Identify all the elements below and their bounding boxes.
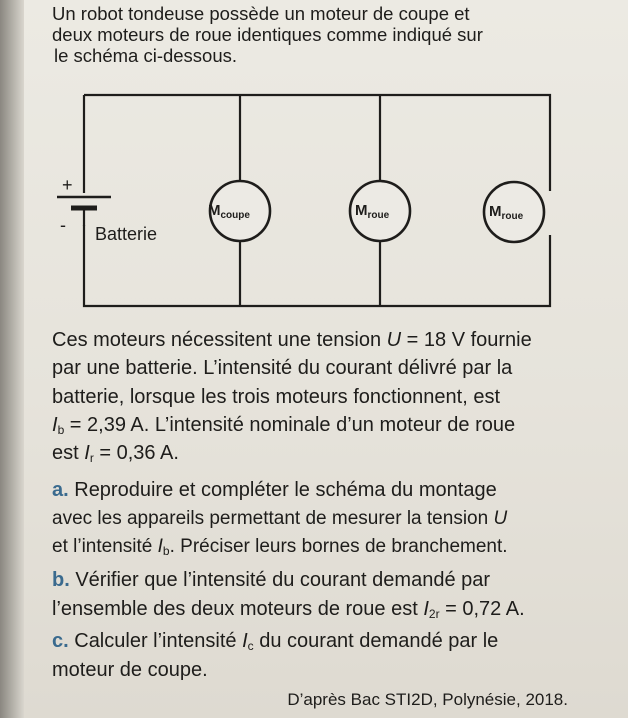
svg-text:Mcoupe: $M_{coupe}$ (208, 202, 250, 221)
question-a-line-1: a. Reproduire et compléter le schéma du montage (52, 479, 497, 501)
motor-coupe (208, 181, 270, 241)
intro-line-1: Un robot tondeuse possède un moteur de coupe et (52, 3, 470, 24)
text-line-1: Ces moteurs nécessitent une tension U = 18 V fournie (52, 329, 532, 351)
circuit-diagram (0, 0, 628, 330)
text-line-2: par une batterie. L’intensité du courant délivré par la (52, 357, 513, 379)
text-line-3: batterie, lorsque les trois moteurs fonctionnent, est (52, 386, 501, 408)
svg-text:Mroue: $M_{roue}$ (355, 202, 390, 221)
question-c-line-1: c. Calculer l’intensité $I_c$ du courant demandé par le (52, 630, 499, 653)
motor-roue-1 (350, 181, 410, 241)
motor-roue-2 (484, 182, 544, 242)
intro-line-3: le schéma ci-dessous. (54, 45, 238, 66)
question-b-line-1: b. Vérifier que l’intensité du courant demandé par (52, 569, 491, 591)
battery-minus: - (60, 215, 66, 235)
text-line-4: $I_b = 2,39$ A. L’intensité nominale d’un moteur de roue (52, 414, 516, 437)
svg-text:Mroue: $M_{roue}$ (489, 203, 524, 222)
battery-label: Batterie (95, 224, 158, 244)
source-citation: D’après Bac STI2D, Polynésie, 2018. (287, 690, 568, 709)
text-line-5: est $I_r = 0,36$ A. (52, 442, 179, 465)
intro-line-2: deux moteurs de roue identiques comme indiqué sur (52, 24, 483, 45)
question-c-line-2: moteur de coupe. (52, 659, 208, 681)
question-a-line-2: avec les appareils permettant de mesurer la tension U (52, 508, 508, 529)
battery-plus: + (62, 175, 73, 195)
question-a-line-3: et l’intensité $I_b$. Préciser leurs bornes de branchement. (52, 536, 508, 558)
question-b-line-2: l’ensemble des deux moteurs de roue est $I_{2r} = 0,72$ A. (52, 598, 525, 621)
